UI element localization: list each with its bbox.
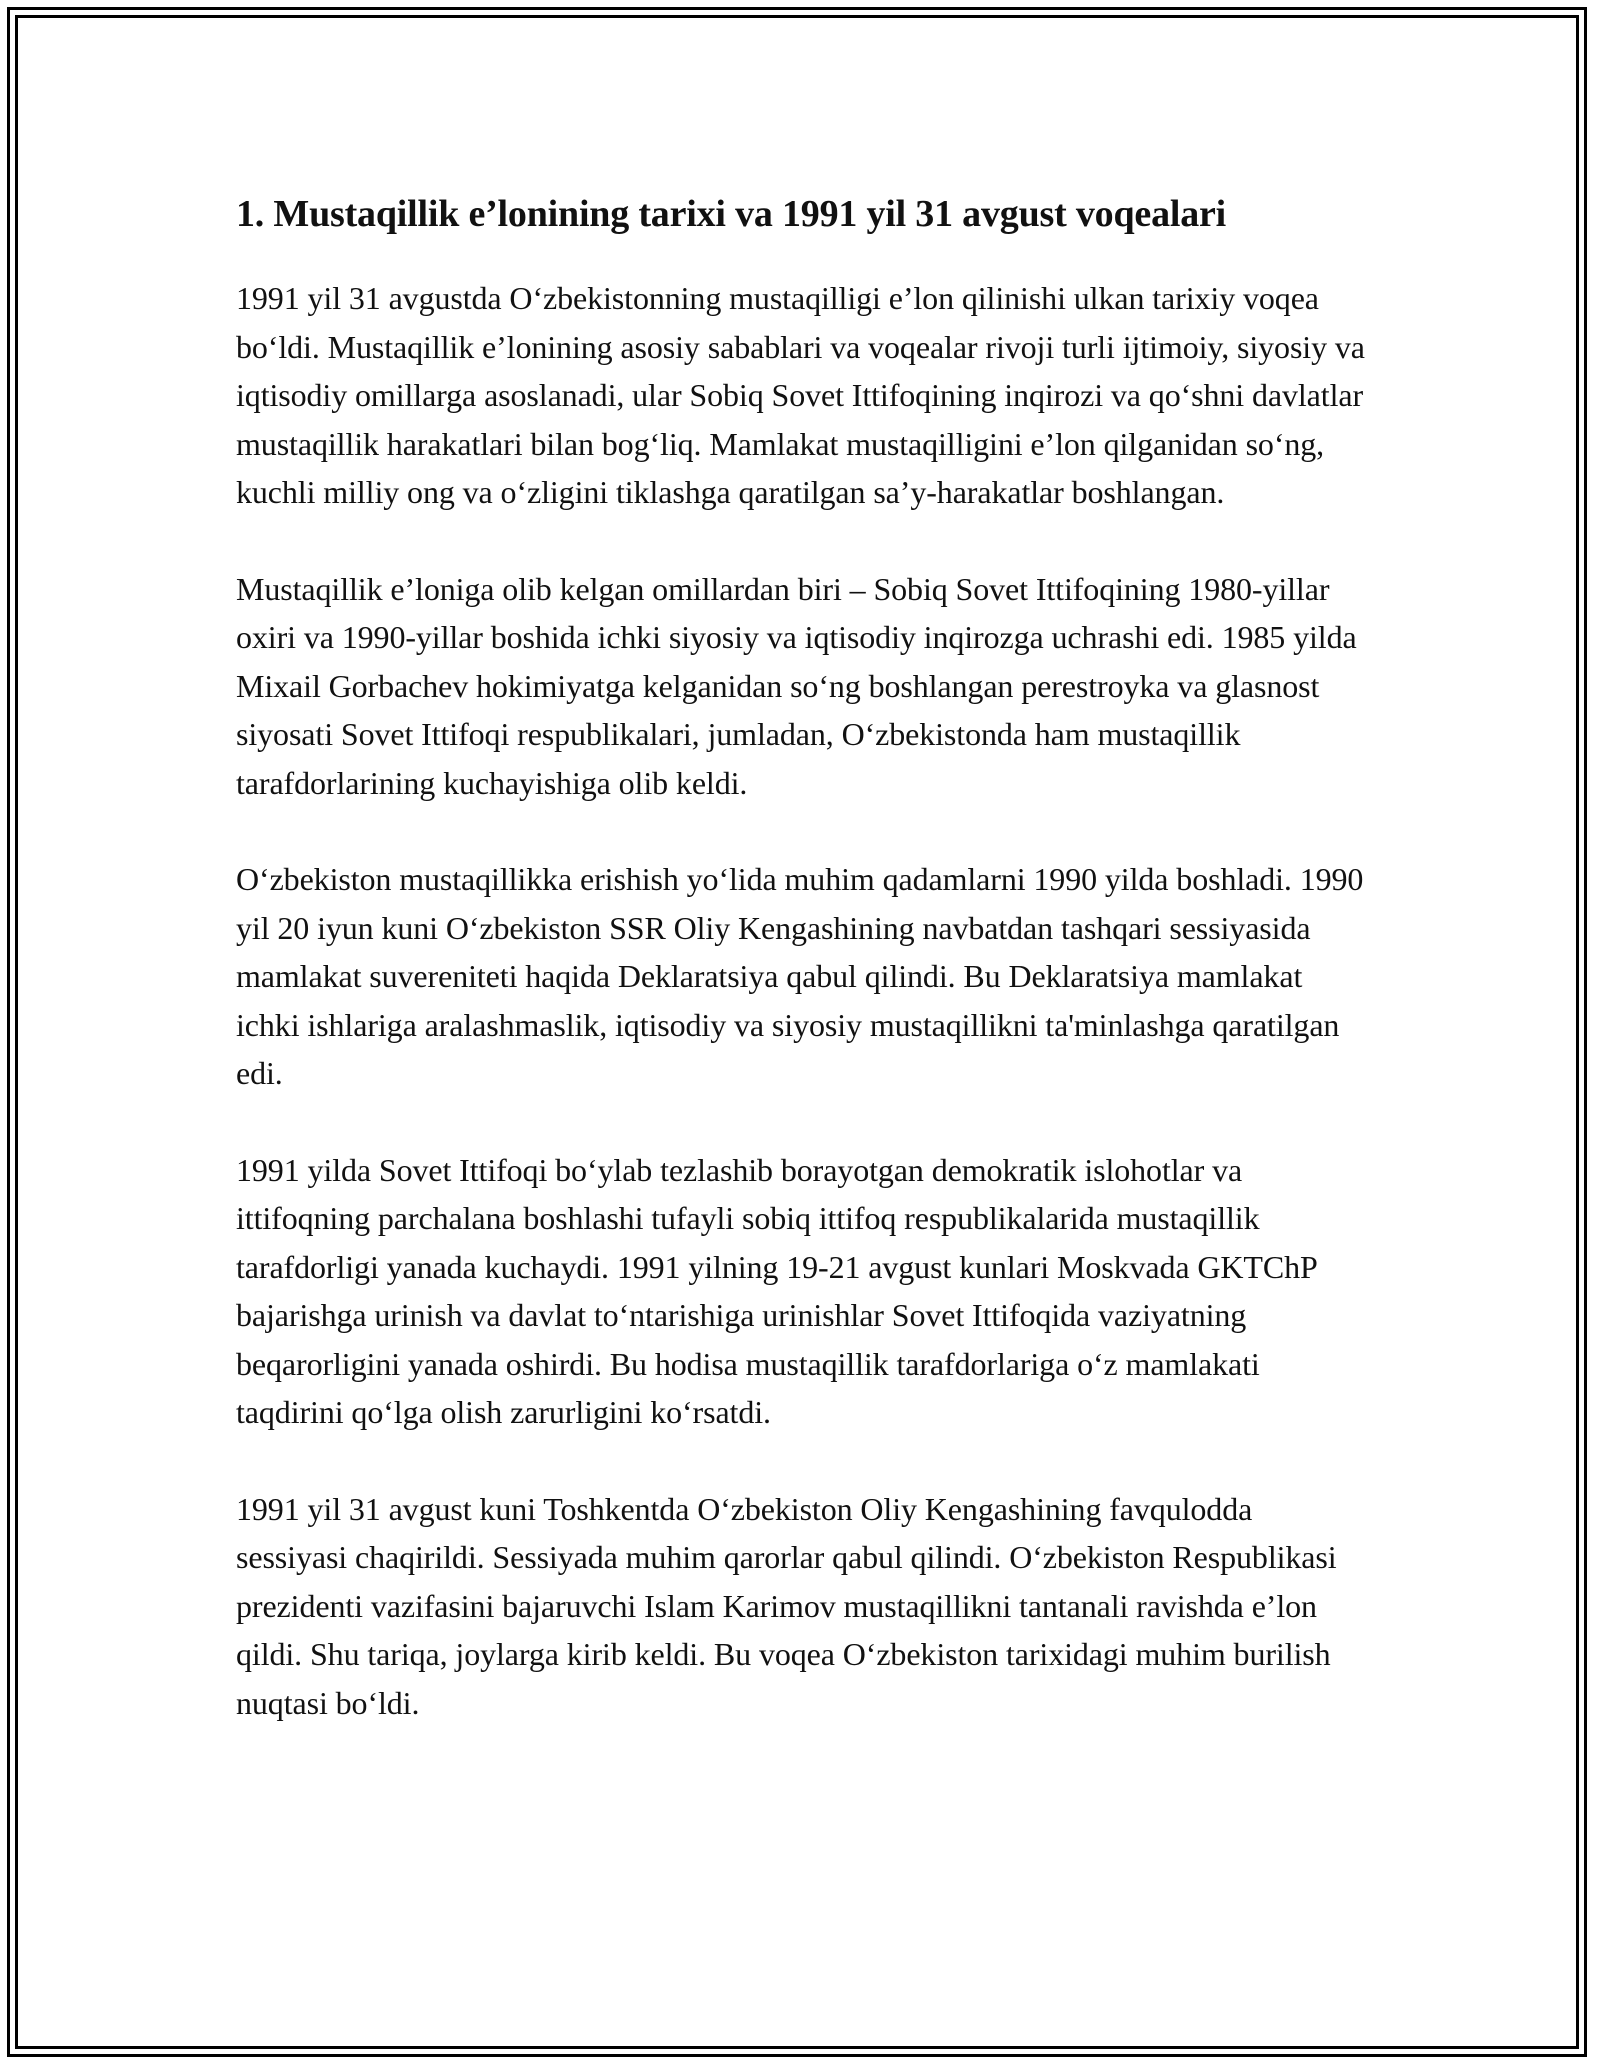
- paragraph-1: 1991 yil 31 avgustda O‘zbekistonning mustaqilligi e’lon qilinishi ulkan tarixiy voqea bo‘ldi. Mustaqillik e’lonining asosiy sabablari va voqealar rivoji turli ijtimoiy, siyosiy va iqtisodiy omillarga asoslanadi, ular Sobiq Sovet Ittifoqining inqirozi va qo‘shni davlatlar mustaqillik harakatlari bilan bog‘liq. Mamlakat mustaqilligini e’lon qilganidan so‘ng, kuchli milliy ong va o‘zligini tiklashga qaratilgan sa’y-harakatlar boshlangan.: [236, 280, 1365, 510]
- paragraph-4: 1991 yilda Sovet Ittifoqi bo‘ylab tezlashib borayotgan demokratik islohotlar va ittifoqning parchalana boshlashi tufayli sobiq ittifoq respublikalarida mustaqillik tarafdorligi yanada kuchaydi. 1991 yilning 19-21 avgust kunlari Moskvada GKTChP bajarishga urinish va davlat to‘ntarishiga urinishlar Sovet Ittifoqida vaziyatning beqarorligini yanada oshirdi. Bu hodisa mustaqillik tarafdorlariga o‘z mamlakati taqdirini qo‘lga olish zarurligini ko‘rsatdi.: [236, 1151, 1317, 1430]
- paragraph-2: Mustaqillik e’loniga olib kelgan omillardan biri – Sobiq Sovet Ittifoqining 1980-yillar oxiri va 1990-yillar boshida ichki siyosiy va iqtisodiy inqirozga uchrashi edi. 1985 yilda Mixail Gorbachev hokimiyatga kelganidan so‘ng boshlangan perestroyka va glasnost siyosati Sovet Ittifoqi respublikalari, jumladan, O‘zbekistonda ham mustaqillik tarafdorlarining kuchayishiga olib keldi.: [236, 570, 1357, 801]
- document-body: [236, 186, 1366, 1727]
- section-title: 1. Mustaqillik e’lonining tarixi va 1991 yil 31 avgust voqealari: [236, 193, 1227, 235]
- paragraph-3: O‘zbekiston mustaqillikka erishish yo‘lida muhim qadamlarni 1990 yilda boshladi. 1990 yil 20 iyun kuni O‘zbekiston SSR Oliy Kengashining navbatdan tashqari sessiyasida mamlakat suvereniteti haqida Deklaratsiya qabul qilindi. Bu Deklaratsiya mamlakat ichki ishlariga aralashmaslik, iqtisodiy va siyosiy mustaqillikni ta'minlashga qaratilgan edi.: [236, 861, 1364, 1091]
- paragraph-5: 1991 yil 31 avgust kuni Toshkentda O‘zbekiston Oliy Kengashining favqulodda sessiyasi chaqirildi. Sessiyada muhim qarorlar qabul qilindi. O‘zbekiston Respublikasi prezidenti vazifasini bajaruvchi Islam Karimov mustaqillikni tantanali ravishda e’lon qildi. Shu tariqa, joylarga kirib keldi. Bu voqea O‘zbekiston tarixidagi muhim burilish nuqtasi bo‘ldi.: [236, 1490, 1337, 1721]
